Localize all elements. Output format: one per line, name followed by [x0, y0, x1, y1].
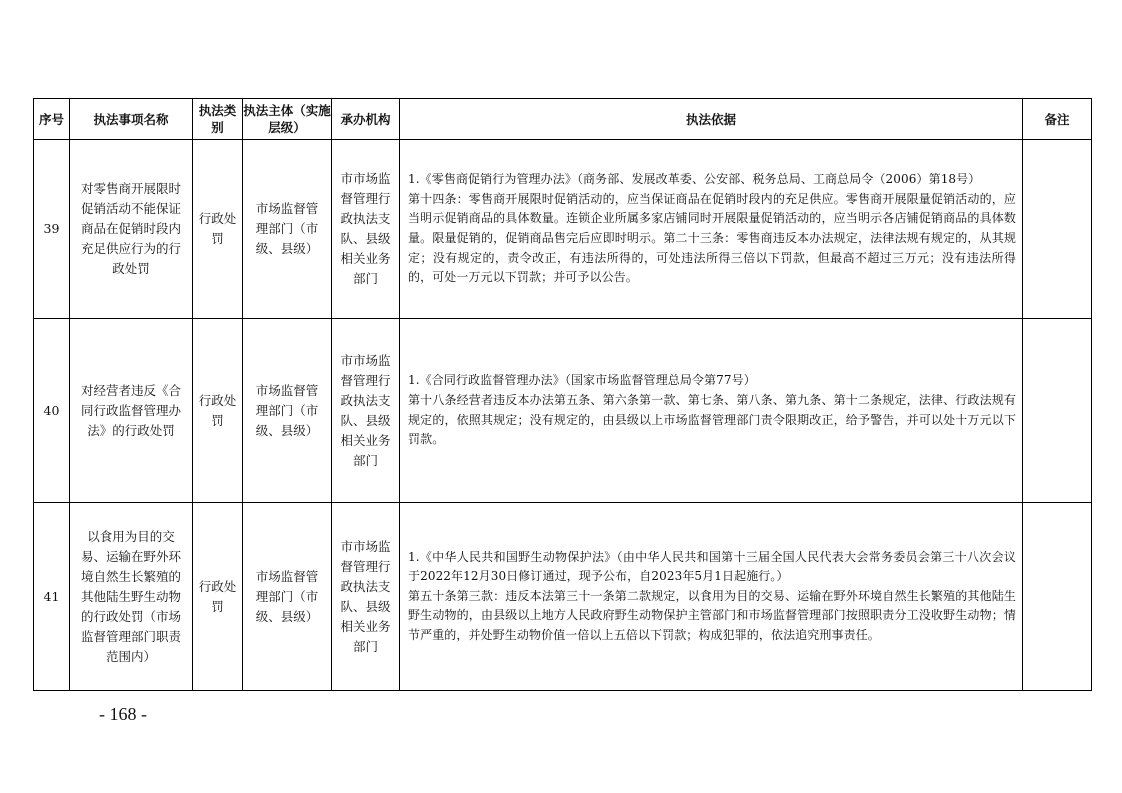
row-remark [1023, 140, 1092, 319]
basis-title: 1.《合同行政监督管理办法》（国家市场监督管理总局令第77号） [408, 373, 756, 388]
row-seq: 39 [34, 140, 70, 319]
row-subject: 市场监督管理部门（市级、县级） [243, 140, 332, 319]
row-name: 以食用为目的交易、运输在野外环境自然生长繁殖的其他陆生野生动物的行政处罚（市场监督管理部门职责范围内） [70, 503, 193, 691]
header-subject: 执法主体（实施层级） [243, 99, 332, 140]
table-row [34, 503, 1092, 691]
basis-title: 1.《中华人民共和国野生动物保护法》（由中华人民共和国第十三届全国人民代表大会常务委员会第三十八次会议于2022年12月30日修订通过，现予公布，自2023年5月1日起施行。） [408, 549, 1016, 584]
page-number: - 168 - [99, 704, 147, 724]
row-category: 行政处罚 [193, 503, 243, 691]
row-org: 市市场监督管理行政执法支队、县级相关业务部门 [332, 503, 400, 691]
row-org: 市市场监督管理行政执法支队、县级相关业务部门 [332, 319, 400, 503]
row-remark [1023, 319, 1092, 503]
row-remark [1023, 503, 1092, 691]
row-seq: 40 [34, 319, 70, 503]
header-remark: 备注 [1023, 99, 1092, 140]
row-subject: 市场监督管理部门（市级、县级） [243, 319, 332, 503]
basis-title: 1.《零售商促销行为管理办法》（商务部、发展改革委、公安部、税务总局、工商总局令（2006）第18号） [408, 172, 981, 187]
row-category: 行政处罚 [193, 140, 243, 319]
header-org: 承办机构 [332, 99, 400, 140]
row-name: 对零售商开展限时促销活动不能保证商品在促销时段内充足供应行为的行政处罚 [70, 140, 193, 319]
row-subject: 市场监督管理部门（市级、县级） [243, 503, 332, 691]
header-category: 执法类别 [193, 99, 243, 140]
row-name: 对经营者违反《合同行政监督管理办法》的行政处罚 [70, 319, 193, 503]
header-basis: 执法依据 [400, 99, 1023, 140]
basis-text: 第五十条第三款：违反本法第三十一条第二款规定，以食用为目的交易、运输在野外环境自然生长繁殖的其他陆生野生动物的，由县级以上地方人民政府野生动物保护主管部门和市场监督管理部门按照职责分工没收野生动物；情节严重的，并处野生动物价值一倍以上五倍以下罚款；构成犯罪的，依法追究刑事责任。 [408, 588, 1016, 642]
header-row [34, 99, 1092, 140]
row-org: 市市场监督管理行政执法支队、县级相关业务部门 [332, 140, 400, 319]
basis-text: 第十八条经营者违反本办法第五条、第六条第一款、第七条、第八条、第九条、第十二条规定，法律、行政法规有规定的，依照其规定；没有规定的，由县级以上市场监督管理部门责令限期改正，给予警告，并可以处十万元以下罚款。 [408, 392, 1016, 447]
header-seq: 序号 [34, 99, 70, 140]
row-basis [400, 319, 1023, 503]
row-category: 行政处罚 [193, 319, 243, 503]
row-basis [400, 503, 1023, 691]
table-row [34, 140, 1092, 319]
row-basis [400, 140, 1023, 319]
header-name: 执法事项名称 [70, 99, 193, 140]
basis-text: 第十四条：零售商开展限时促销活动的，应当保证商品在促销时段内的充足供应。零售商开展限量促销活动的，应当明示促销商品的具体数量。连锁企业所属多家店铺同时开展限量促销活动的，应当明示各店铺促销商品的具体数量。限量促销的，促销商品售完后应即时明示。第二十三条：零售商违反本办法规定，法律法规有规定的，从其规定；没有规定的，责令改正，有违法所得的，可处违法所得三倍以下罚款，但最高不超过三万元；没有违法所得的，可处一万元以下罚款；并可予以公告。 [408, 191, 1016, 285]
enforcement-table [33, 98, 1092, 691]
table-row [34, 319, 1092, 503]
row-seq: 41 [34, 503, 70, 691]
